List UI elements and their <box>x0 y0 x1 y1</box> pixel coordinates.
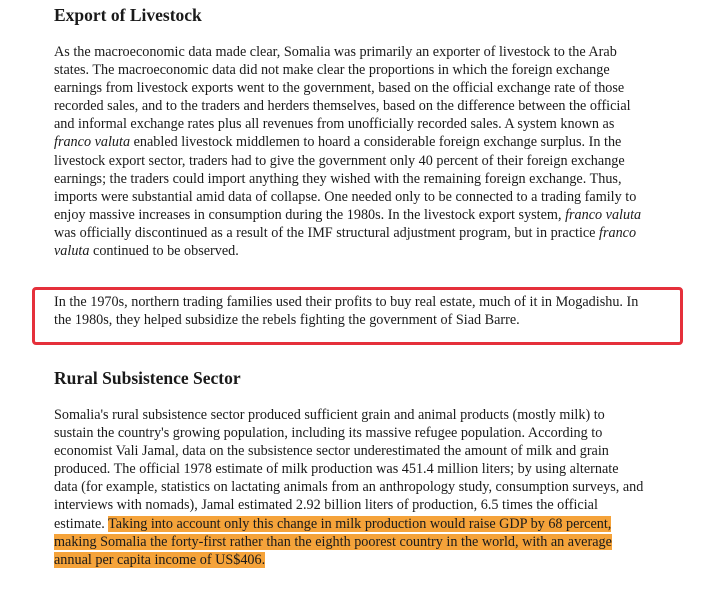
paragraph-text: enabled livestock middlemen to hoard a considerable foreign exchange surplus. In the livestock export sector, traders had to give the government only 40 percent of their foreign exchange earnings; the traders could import anything they wished with the remaining foreign exchange. Thus, imports were substantial amid data of collapse. One needed only to be connected to a trading family to enjoy massive increases in consumption during the 1980s. In the livestock export system, <box>54 134 637 223</box>
term-franco-valuta: franco valuta <box>54 224 637 260</box>
paragraph-text: continued to be observed. <box>89 243 239 260</box>
highlighted-text: Taking into account only this change in milk production would raise GDP by 68 percent, making Somalia the forty-first rather than the eighth poorest country in the world, with an average annual per capita income of US$406. <box>54 515 612 568</box>
paragraph-text: Somalia's rural subsistence sector produced sufficient grain and animal products (mostly milk) to sustain the country's growing population, including its massive refugee population. According to economist Vali Jamal, data on the subsistence sector underestimated the amount of milk and grain produced. The official 1978 estimate of milk production was 451.4 million liters; by using alternate data (for example, statistics on lactating animals from an anthropology study, consumption surveys, and interviews with nomads), Jamal estimated 2.92 billion liters of production, 6.5 times the official estimate. <box>54 407 644 532</box>
paragraph-text: was officially discontinued as a result of the IMF structural adjustment program, but in practice <box>54 224 600 241</box>
section-heading-rural: Rural Subsistence Sector <box>54 368 241 388</box>
selection-box <box>32 287 683 345</box>
term-franco-valuta: franco valuta <box>54 134 131 151</box>
paragraph-rural <box>54 406 644 569</box>
section-heading-export: Export of Livestock <box>54 5 202 25</box>
paragraph-1970s: In the 1970s, northern trading families used their profits to buy real estate, much of it in Mogadishu. In the 1980s, they helped subsidize the rebels fighting the government of Siad Barre. <box>54 294 639 329</box>
paragraph-text: As the macroeconomic data made clear, Somalia was primarily an exporter of livestock to the Arab states. The macroeconomic data did not make clear the proportions in which the foreign exchange earnings from livestock exports went to the government, based on the official exchange rate of those recorded sales, and to the traders and herders themselves, based on the difference between the official and informal exchange rates plus all revenues from unofficially recorded sales. A system known as <box>54 44 631 133</box>
paragraph-export <box>54 43 644 260</box>
term-franco-valuta: franco valuta <box>565 206 642 223</box>
